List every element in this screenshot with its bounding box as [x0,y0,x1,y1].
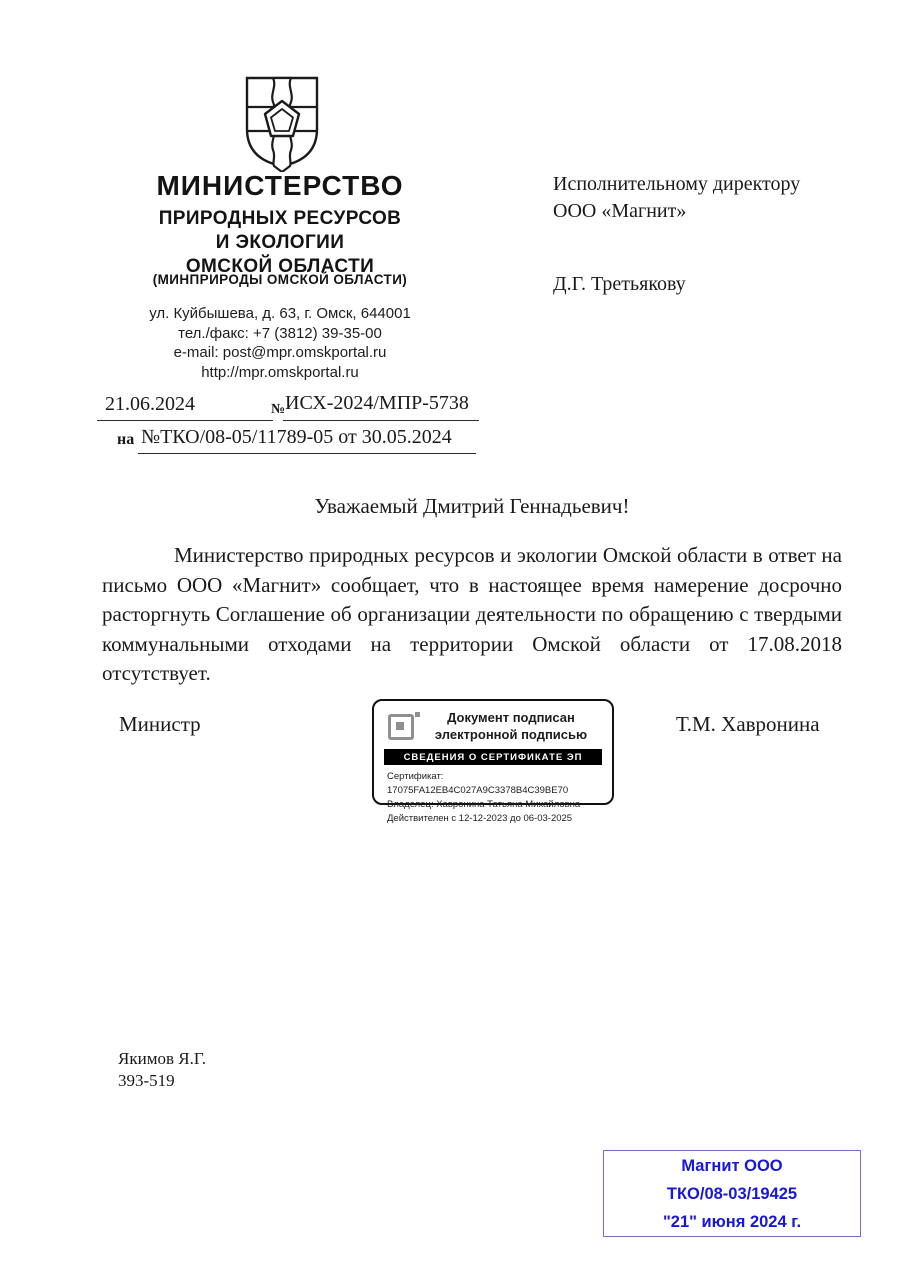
recipient-block [553,171,800,298]
org-name-line3: И ЭКОЛОГИИ [215,232,345,253]
signer-position: Министр [119,712,201,736]
number-sign: № [271,402,286,417]
certificate-validity: Действителен с 12-12-2023 до 06-03-2025 [387,812,573,824]
omsk-coat-of-arms-icon [237,74,327,172]
org-name-line1: МИНИСТЕРСТВО [156,170,404,201]
letter-date: 21.06.2024 [105,393,195,415]
incoming-company: Магнит ООО [681,1156,783,1175]
recipient-name: Д.Г. Третьякову [553,273,686,295]
certificate-owner: Владелец: Хавронина Татьяна Михайловна [387,798,581,810]
executor-block [118,1048,206,1092]
postal-address: ул. Куйбышева, д. 63, г. Омск, 644001 [149,305,411,322]
website: http://mpr.omskportal.ru [201,363,359,381]
certificate-details [374,765,612,826]
stamp-title-line1: Документ подписан [447,710,575,725]
stamp-title [414,710,604,743]
e-signature-icon [388,714,414,740]
certificate-number: Сертификат: 17075FA12EB4C027A9C3378B4C39BE70 [387,770,569,796]
salutation: Уважаемый Дмитрий Геннадьевич! [314,494,630,518]
phone-fax: тел./факс: +7 (3812) 39-35-00 [178,324,382,342]
incoming-date: "21" июня 2024 г. [662,1212,802,1231]
outgoing-number-underline [283,420,479,421]
date-underline [97,420,273,421]
recipient-org: ООО «Магнит» [553,200,687,222]
executor-phone: 393-519 [118,1071,175,1090]
recipient-title: Исполнительному директору [553,173,801,195]
reply-underline [138,453,476,454]
org-short-name: (МИНПРИРОДЫ ОМСКОЙ ОБЛАСТИ) [152,272,408,287]
body-paragraph: Министерство природных ресурсов и экологии Омской области в ответ на письмо ООО «Магнит» сообщает, что в настоящее время намерение досрочно расторгнуть Соглашение об организации деятельности по обращению с твердыми коммунальными отходами на территории Омской области от 17.08.2018 отсутствует. [102,543,842,685]
executor-name: Якимов Я.Г. [118,1049,206,1068]
incoming-registration-stamp [603,1150,861,1237]
incoming-number: ТКО/08-03/19425 [666,1184,798,1203]
stamp-title-line2: электронной подписью [434,726,588,742]
org-name-line4: ОМСКОЙ ОБЛАСТИ [185,256,375,277]
contact-block [60,304,500,382]
signer-name: Т.М. Хавронина [676,712,820,736]
reply-to-reference: №ТКО/08-05/11789-05 от 30.05.2024 [141,426,452,448]
certificate-header-bar: СВЕДЕНИЯ О СЕРТИФИКАТЕ ЭП [384,749,602,765]
ministry-name [60,170,500,279]
outgoing-number: ИСХ-2024/МПР-5738 [285,392,469,414]
reply-prefix: на [117,431,135,448]
email: e-mail: post@mpr.omskportal.ru [173,344,387,361]
stamp-header [374,701,612,748]
digital-signature-stamp [372,699,614,824]
org-name-line2: ПРИРОДНЫХ РЕСУРСОВ [158,208,402,229]
